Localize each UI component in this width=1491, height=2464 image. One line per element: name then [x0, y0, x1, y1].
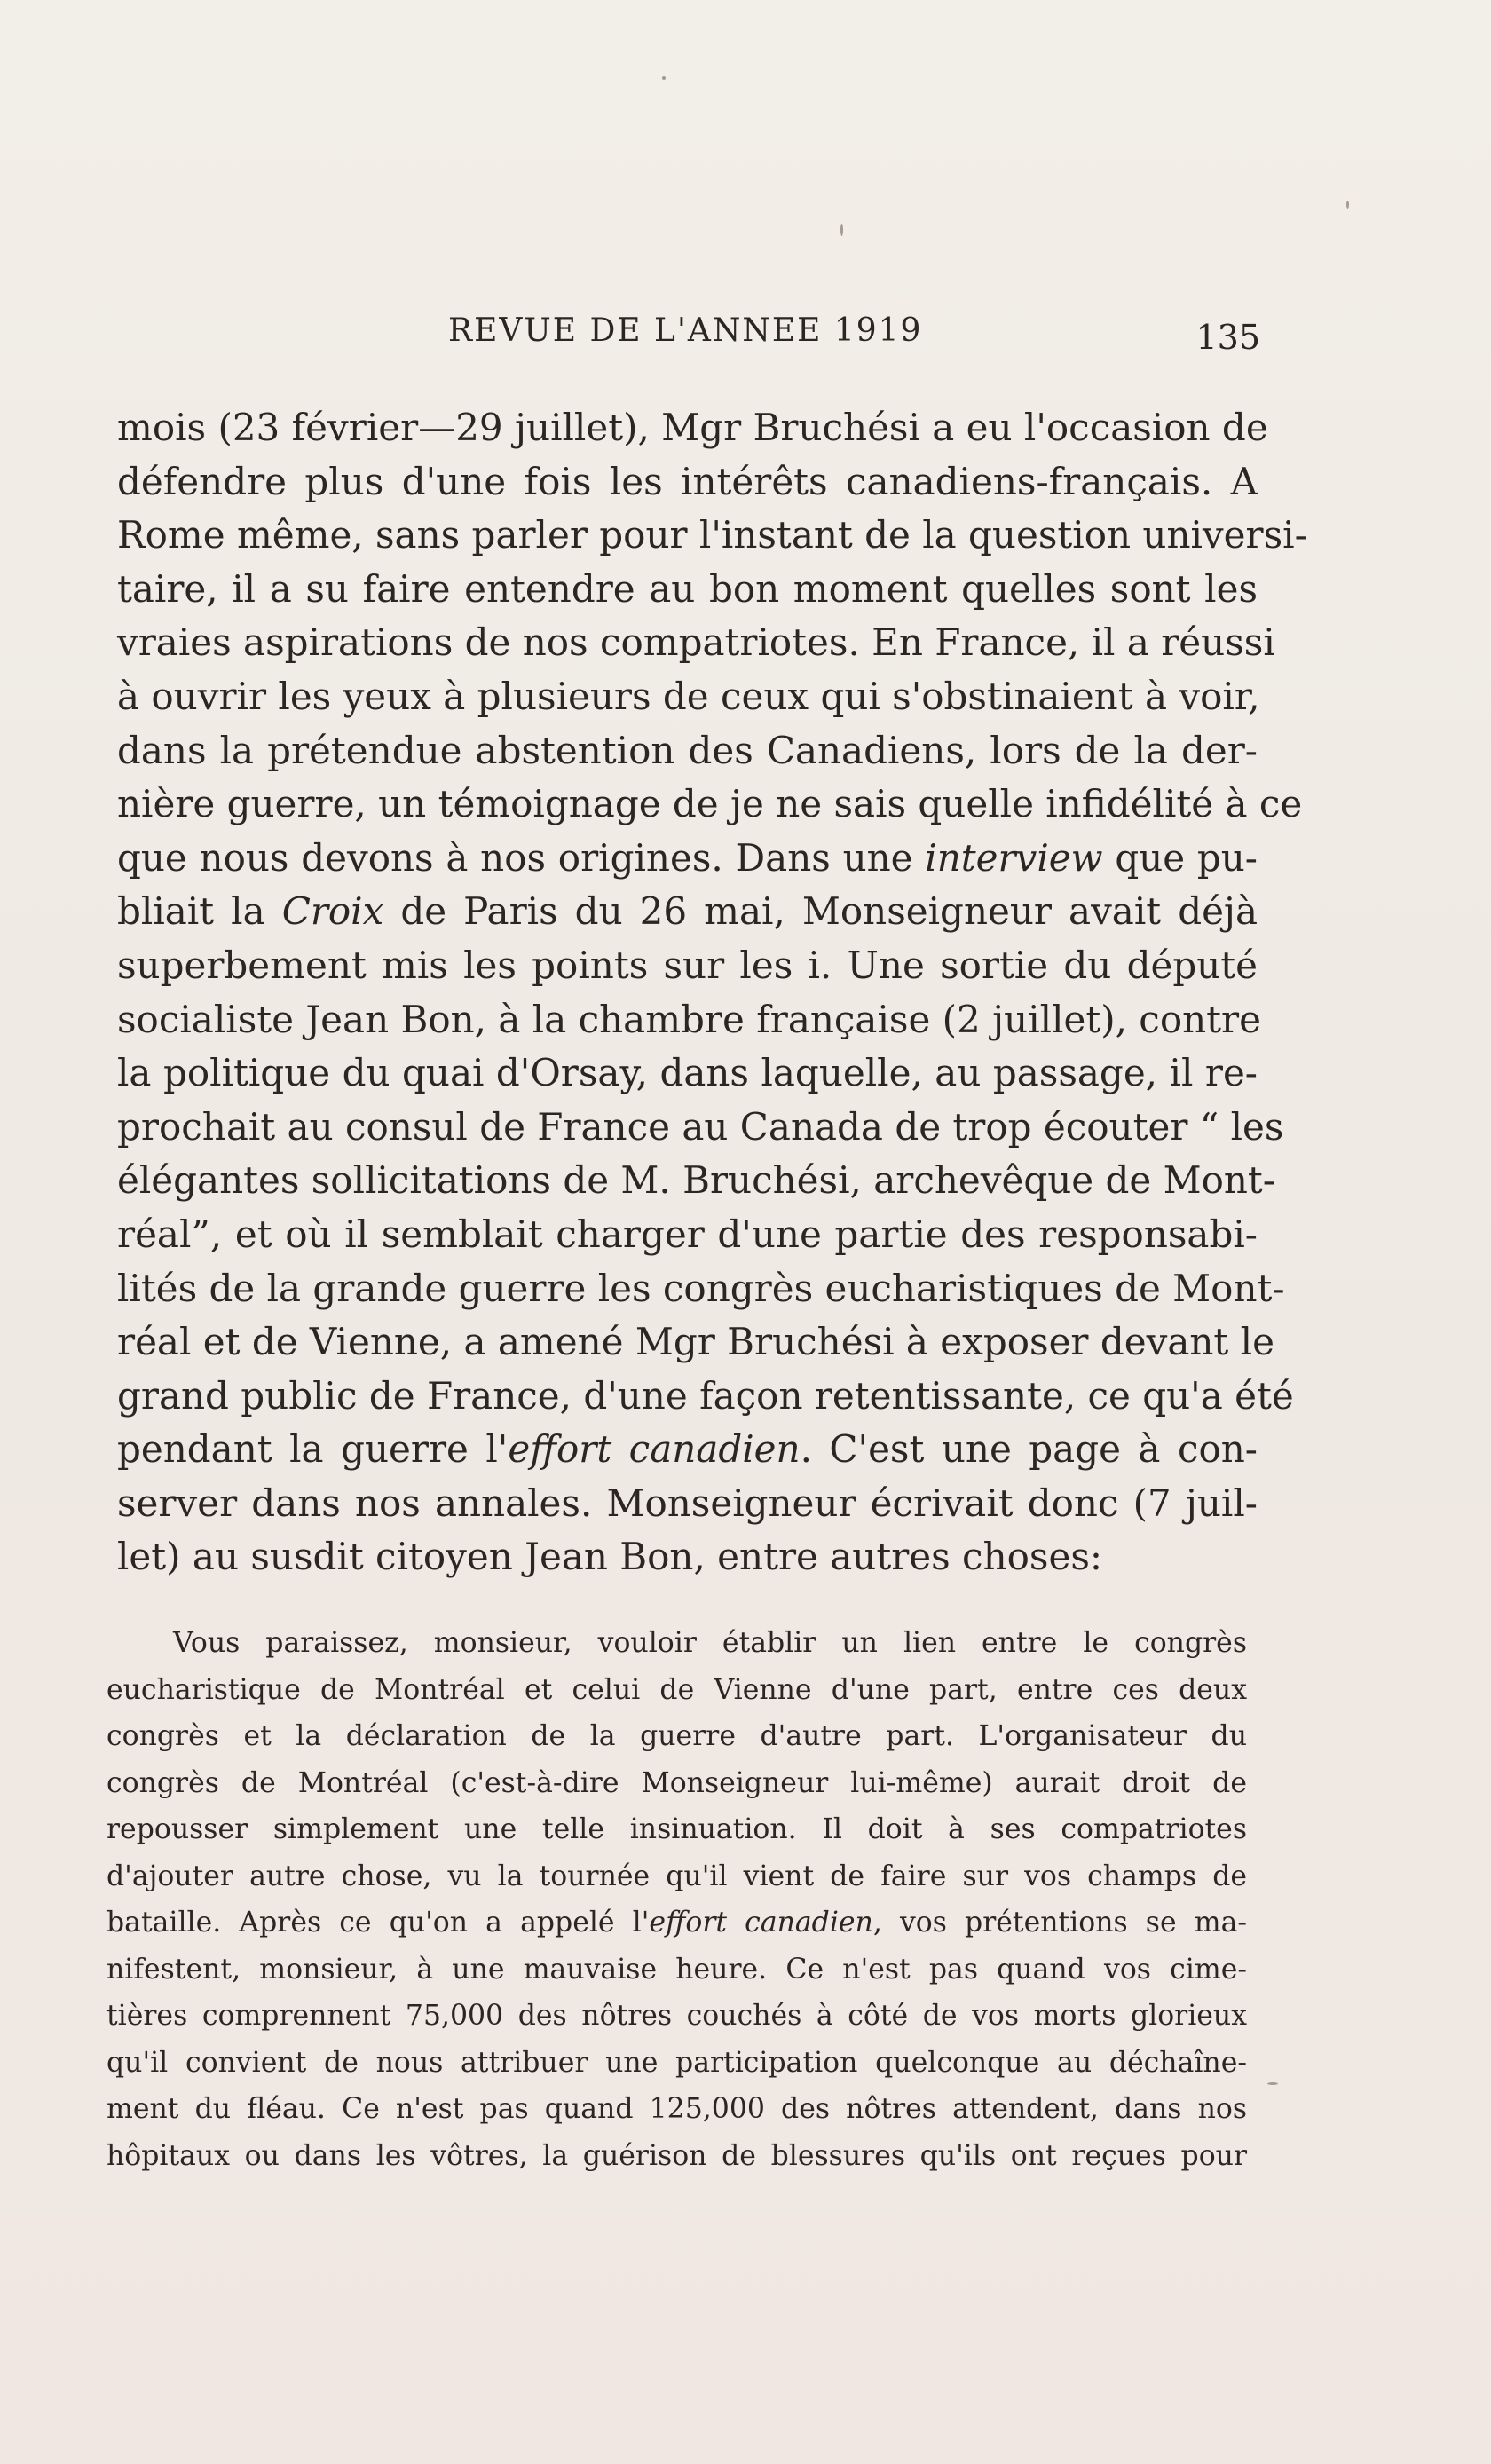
text-segment: que pu- — [1102, 835, 1258, 880]
text-line: Rome même, sans parler pour l'instant de la question universi- — [117, 513, 1307, 557]
text-line — [117, 1423, 1258, 1477]
paper-speck — [1267, 2082, 1278, 2085]
quote-line: congrès de Montréal (c'est-à-dire Monseigneur lui-même) aurait droit de — [106, 1766, 1247, 1799]
text-line: taire, il a su faire entendre au bon moment quelles sont les — [117, 566, 1258, 611]
text-segment: bataille. Après ce qu'on a appelé l' — [106, 1907, 650, 1939]
quote-line: hôpitaux ou dans les vôtres, la guérison de blessures qu'ils ont reçues pour — [106, 2139, 1247, 2172]
quote-line: repousser simplement une telle insinuation. Il doit à ses compatriotes — [106, 1813, 1247, 1845]
text-line: la politique du quai d'Orsay, dans laquelle, au passage, il re- — [117, 1051, 1258, 1095]
text-segment: . C'est une page à con- — [800, 1427, 1258, 1472]
italic-term: effort canadien — [508, 1427, 801, 1472]
italic-term: interview — [925, 835, 1103, 880]
quote-line: Vous paraissez, monsieur, vouloir établir un lien entre le congrès — [173, 1627, 1247, 1659]
quote-line — [106, 1899, 1247, 1947]
text-line: vraies aspirations de nos compatriotes. En France, il a réussi — [117, 620, 1275, 665]
text-line — [117, 832, 1258, 886]
quote-line: d'ajouter autre chose, vu la tournée qu'il vient de faire sur vos champs de — [106, 1860, 1247, 1892]
quote-line: eucharistique de Montréal et celui de Vienne d'une part, entre ces deux — [106, 1673, 1247, 1706]
text-line: superbement mis les points sur les i. Une sortie du député — [117, 943, 1258, 987]
text-line: réal”, et où il semblait charger d'une partie des responsabi- — [117, 1212, 1258, 1256]
text-line: let) au susdit citoyen Jean Bon, entre autres choses: — [117, 1535, 1103, 1579]
paper-speck — [1346, 201, 1349, 209]
text-line: socialiste Jean Bon, à la chambre française (2 juillet), contre — [117, 997, 1261, 1041]
text-line: nière guerre, un témoignage de je ne sais quelle infidélité à ce — [117, 782, 1303, 826]
text-line: prochait au consul de France au Canada de trop écouter “ les — [117, 1104, 1284, 1149]
text-line: défendre plus d'une fois les intérêts canadiens-français. A — [117, 459, 1258, 503]
quote-line: congrès et la déclaration de la guerre d'autre part. L'organisateur du — [106, 1720, 1247, 1752]
text-segment: , vos prétentions se ma- — [872, 1907, 1247, 1939]
body-paragraph — [117, 401, 1307, 1584]
paper-speck — [662, 76, 666, 80]
text-line: dans la prétendue abstention des Canadiens, lors de la der- — [117, 728, 1258, 772]
text-line: server dans nos annales. Monseigneur écrivait donc (7 juil- — [117, 1481, 1258, 1525]
text-segment: bliait la — [117, 889, 282, 934]
quote-line: qu'il convient de nous attribuer une participation quelconque au déchaîne- — [106, 2046, 1247, 2079]
text-line: à ouvrir les yeux à plusieurs de ceux qui s'obstinaient à voir, — [117, 674, 1260, 718]
text-segment: que nous devons à nos origines. Dans une — [117, 835, 926, 880]
page-header — [115, 312, 1260, 366]
text-line — [117, 885, 1258, 939]
italic-term: effort canadien — [649, 1907, 873, 1939]
page-number: 135 — [1195, 318, 1260, 357]
text-segment: de Paris du 26 mai, Monseigneur avait déjà — [383, 889, 1258, 934]
text-line: élégantes sollicitations de M. Bruchési, archevêque de Mont- — [117, 1158, 1275, 1203]
quote-line: nifestent, monsieur, à une mauvaise heure. Ce n'est pas quand vos cime- — [106, 1953, 1247, 1986]
quote-line: tières comprennent 75,000 des nôtres couchés à côté de vos morts glorieux — [106, 2000, 1247, 2032]
text-line: grand public de France, d'une façon retentissante, ce qu'a été — [117, 1373, 1294, 1418]
text-line: réal et de Vienne, a amené Mgr Bruchési à exposer devant le — [117, 1320, 1274, 1364]
quote-line: ment du fléau. Ce n'est pas quand 125,000 des nôtres attendent, dans nos — [106, 2093, 1247, 2125]
running-head: REVUE DE L'ANNEE 1919 — [448, 312, 923, 349]
text-segment: pendant la guerre l' — [117, 1427, 509, 1472]
text-line: mois (23 février—29 juillet), Mgr Bruchési a eu l'occasion de — [117, 406, 1268, 449]
block-quote — [106, 1620, 1247, 2179]
text-line: lités de la grande guerre les congrès eucharistiques de Mont- — [117, 1266, 1285, 1310]
italic-term: Croix — [281, 889, 384, 934]
paper-speck — [840, 224, 843, 236]
